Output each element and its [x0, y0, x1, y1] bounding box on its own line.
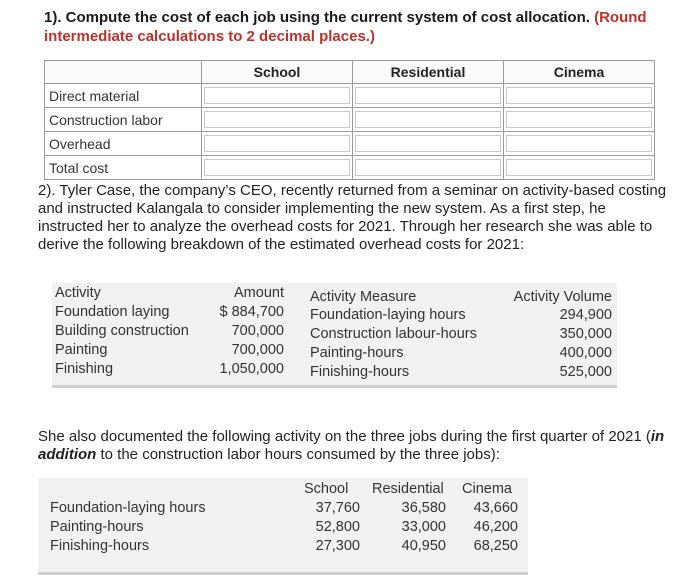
input-construction-labor-school[interactable]	[202, 108, 353, 132]
cost-table-header-school: School	[202, 61, 353, 84]
input-total-cost-school[interactable]	[202, 156, 353, 180]
job-row-label: Finishing-hours	[50, 538, 150, 554]
activity-row	[52, 323, 617, 343]
row-label-construction-labor: Construction labor	[45, 108, 202, 132]
activity-measure: Painting-hours	[310, 345, 404, 361]
activity-measure: Construction labour-hours	[310, 326, 477, 342]
job-value-cinema: 46,200	[473, 519, 518, 535]
question-1	[44, 8, 674, 46]
input-overhead-cinema[interactable]	[504, 132, 655, 156]
activity-table-header	[52, 285, 617, 305]
header-amount: Amount	[234, 285, 284, 301]
activity-table	[52, 283, 617, 388]
header-cinema: Cinema	[462, 481, 512, 497]
activity-volume: 525,000	[559, 364, 612, 380]
cost-table-header-cinema: Cinema	[504, 61, 655, 84]
header-residential: Residential	[372, 481, 444, 497]
input-total-cost-cinema[interactable]	[504, 156, 655, 180]
input-total-cost-residential[interactable]	[353, 156, 504, 180]
job-value-school: 52,800	[315, 519, 360, 535]
job-row-label: Painting-hours	[50, 519, 144, 535]
activity-amount: $ 884,700	[219, 304, 284, 320]
question-2-text: 2). Tyler Case, the company’s CEO, recently returned from a seminar on activity-based costing and instructed Kalangala to consider implementing the new system. As a first step, he instructed her to analyze the overhead costs for 2021. Through her research she was able to derive the following breakdown of the estimated overhead costs for 2021:	[38, 182, 667, 253]
job-value-residential: 33,000	[401, 519, 446, 535]
activity-volume: 400,000	[559, 345, 612, 361]
input-direct-material-residential[interactable]	[353, 84, 504, 108]
job-value-cinema: 43,660	[473, 500, 518, 516]
intro-emphasis: in addition	[38, 428, 665, 463]
job-value-cinema: 68,250	[473, 538, 518, 554]
activity-volume: 350,000	[559, 326, 612, 342]
activity-volume: 294,900	[559, 307, 612, 323]
job-row	[38, 538, 528, 558]
activity-name: Painting	[55, 342, 108, 358]
intro-text-before: She also documented the following activity on the three jobs during the first quarter of 2021 (	[38, 428, 651, 445]
cost-table-row	[45, 108, 655, 132]
row-label-direct-material: Direct material	[45, 84, 202, 108]
input-overhead-school[interactable]	[202, 132, 353, 156]
header-activity-volume: Activity Volume	[513, 289, 612, 305]
activity-name: Building construction	[55, 323, 189, 339]
input-construction-labor-residential[interactable]	[353, 108, 504, 132]
activity-measure: Finishing-hours	[310, 364, 410, 380]
activity-amount: 700,000	[231, 323, 284, 339]
activity-row	[52, 342, 617, 362]
cost-table-row	[45, 156, 655, 180]
intro-text-after: to the construction labor hours consumed by the three jobs):	[96, 446, 500, 463]
job-value-school: 27,300	[315, 538, 360, 554]
cost-table-header-residential: Residential	[353, 61, 504, 84]
cost-table	[44, 60, 655, 180]
activity-row	[52, 361, 617, 381]
job-table-header	[38, 481, 528, 501]
row-label-total-cost: Total cost	[45, 156, 202, 180]
cost-table-header	[45, 61, 655, 84]
input-direct-material-school[interactable]	[202, 84, 353, 108]
question-1-instruction: (Round intermediate calculations to 2 decimal places.)	[44, 9, 647, 45]
job-value-school: 37,760	[315, 500, 360, 516]
cost-table-corner	[45, 61, 202, 84]
header-activity-measure: Activity Measure	[310, 289, 417, 305]
question-1-lead: 1). Compute the cost of each job using the current system of cost allocation.	[44, 9, 590, 26]
cost-table-row	[45, 132, 655, 156]
activity-name: Finishing	[55, 361, 114, 377]
row-label-overhead: Overhead	[45, 132, 202, 156]
input-overhead-residential[interactable]	[353, 132, 504, 156]
header-activity: Activity	[55, 285, 101, 301]
job-row-label: Foundation-laying hours	[50, 500, 206, 516]
activity-name: Foundation laying	[55, 304, 170, 320]
input-direct-material-cinema[interactable]	[504, 84, 655, 108]
header-school: School	[304, 481, 349, 497]
activity-amount: 700,000	[231, 342, 284, 358]
input-construction-labor-cinema[interactable]	[504, 108, 655, 132]
cost-table-row	[45, 84, 655, 108]
activity-row	[52, 304, 617, 324]
job-activity-table	[38, 478, 528, 575]
job-row	[38, 500, 528, 520]
job-activity-intro	[38, 428, 668, 464]
job-row	[38, 519, 528, 539]
activity-measure: Foundation-laying hours	[310, 307, 466, 323]
job-value-residential: 36,580	[401, 500, 446, 516]
activity-amount: 1,050,000	[219, 361, 284, 377]
job-value-residential: 40,950	[401, 538, 446, 554]
